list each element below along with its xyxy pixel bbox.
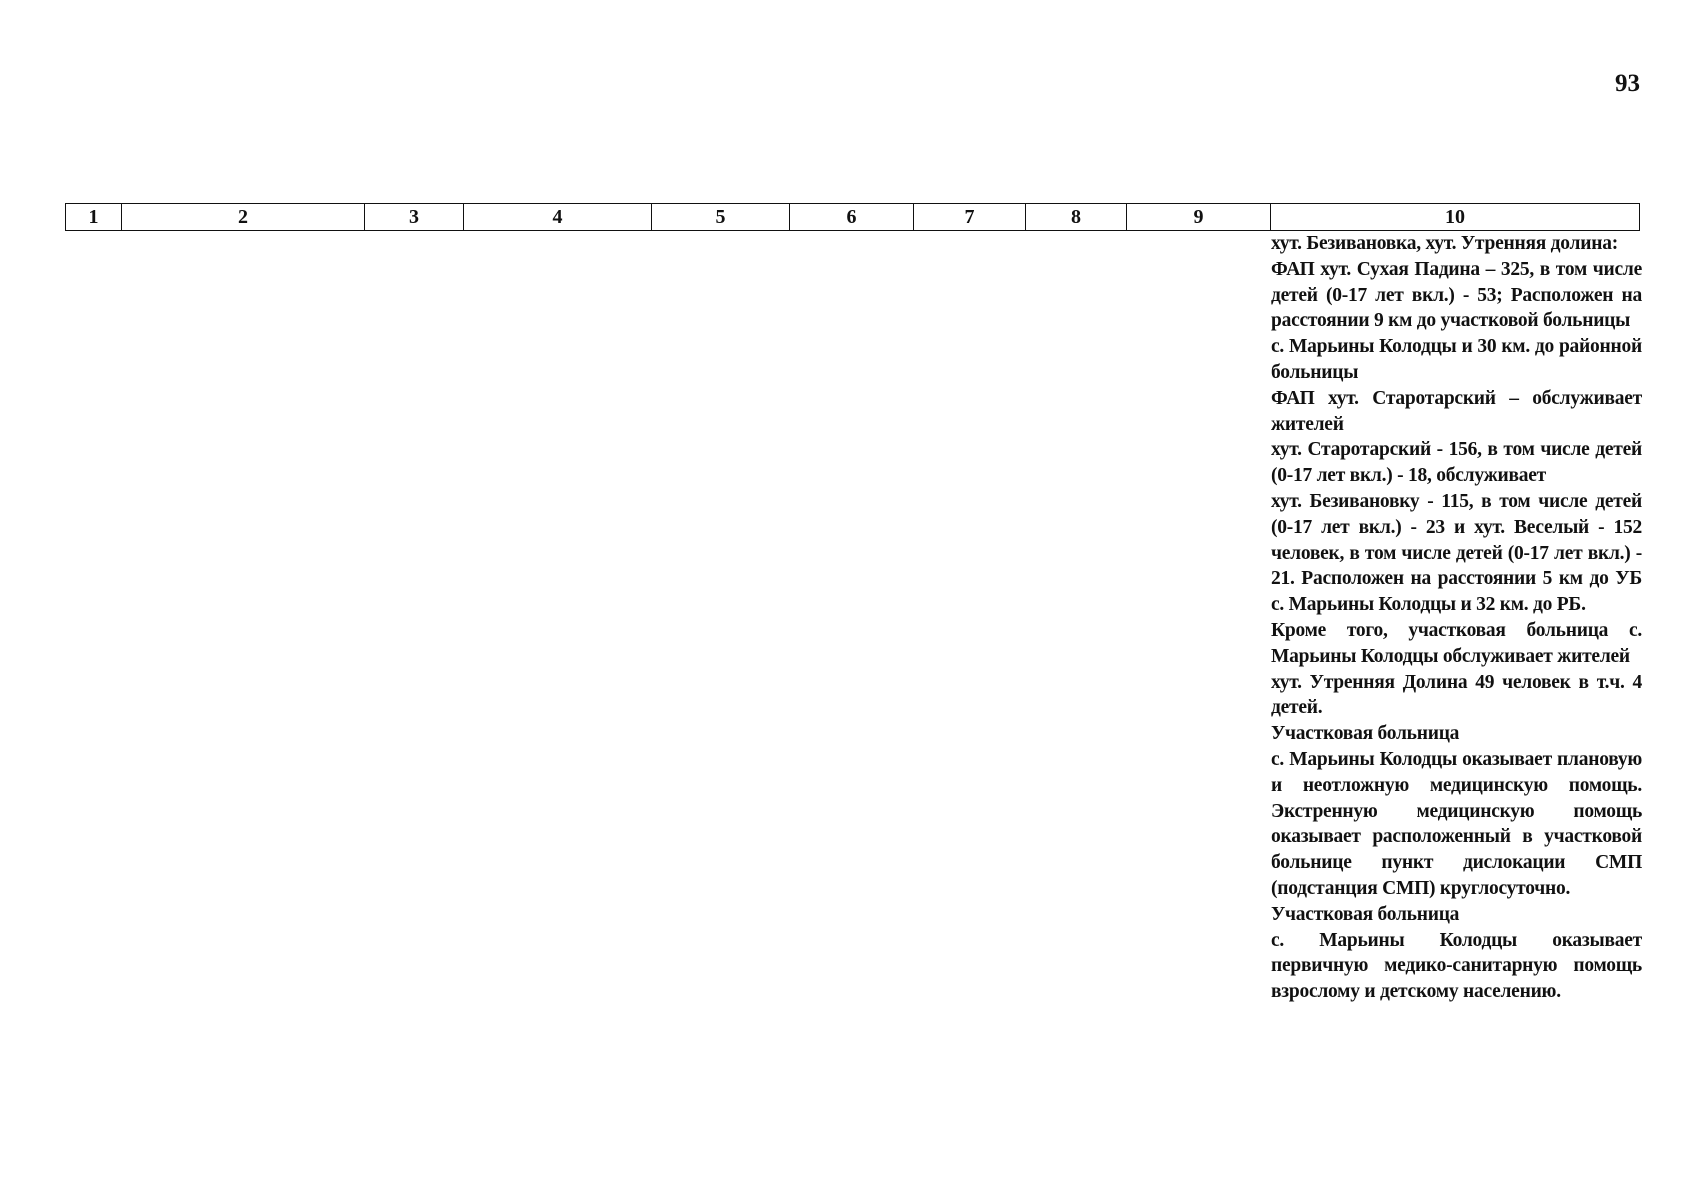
column-number-cell: 3 [365, 204, 464, 230]
column-number-cell: 8 [1026, 204, 1127, 230]
text-paragraph: Участковая больница [1271, 723, 1460, 745]
column-number-cell: 6 [790, 204, 914, 230]
text-paragraph: ФАП хут. Старотарский – обслуживает жителей [1271, 387, 1642, 435]
column-number-cell: 4 [464, 204, 652, 230]
column-number-cell: 9 [1127, 204, 1271, 230]
column-number-cell: 10 [1445, 206, 1465, 228]
column-10-content [1271, 231, 1642, 1005]
column-number-cell: 7 [914, 204, 1026, 230]
text-paragraph: с. Марьины Колодцы и 30 км. до районной больницы [1271, 336, 1642, 383]
text-paragraph: ФАП хут. Сухая Падина – 325, в том числе детей (0-17 лет вкл.) - 53; Расположен на расстоянии 9 км до участковой больницы [1271, 258, 1642, 332]
text-paragraph: хут. Старотарский - 156, в том числе детей (0-17 лет вкл.) - 18, обслуживает [1271, 439, 1642, 487]
text-paragraph: Участковая больница [1271, 903, 1460, 925]
column-number-cell: 5 [652, 204, 790, 230]
text-paragraph: хут. Утренняя Долина 49 человек в т.ч. 4 детей. [1271, 671, 1642, 719]
column-number-cell: 1 [66, 204, 122, 230]
table-column-number-row [65, 203, 1640, 231]
column-number-cell: 2 [122, 204, 365, 230]
page-number: 93 [1615, 70, 1640, 97]
text-paragraph: хут. Безивановку - 115, в том числе детей (0-17 лет вкл.) - 23 и хут. Веселый - 152 человек, в том числе детей (0-17 лет вкл.) - 21. Расположен на расстоянии 5 км до УБ с. Марьины Колодцы и 32 км. до РБ. [1271, 490, 1642, 616]
text-paragraph: с. Марьины Колодцы оказывает плановую и неотложную медицинскую помощь. Экстренную медицинскую помощь оказывает расположенный в участковой больнице пункт дислокации СМП (подстанция СМП) круглосуточно. [1271, 748, 1642, 899]
text-paragraph: Кроме того, участковая больница с. Марьины Колодцы обслуживает жителей [1271, 619, 1642, 667]
text-paragraph: с. Марьины Колодцы оказывает первичную медико-санитарную помощь взрослому и детскому населению. [1271, 929, 1642, 1003]
text-paragraph: хут. Безивановка, хут. Утренняя долина: [1271, 233, 1618, 254]
